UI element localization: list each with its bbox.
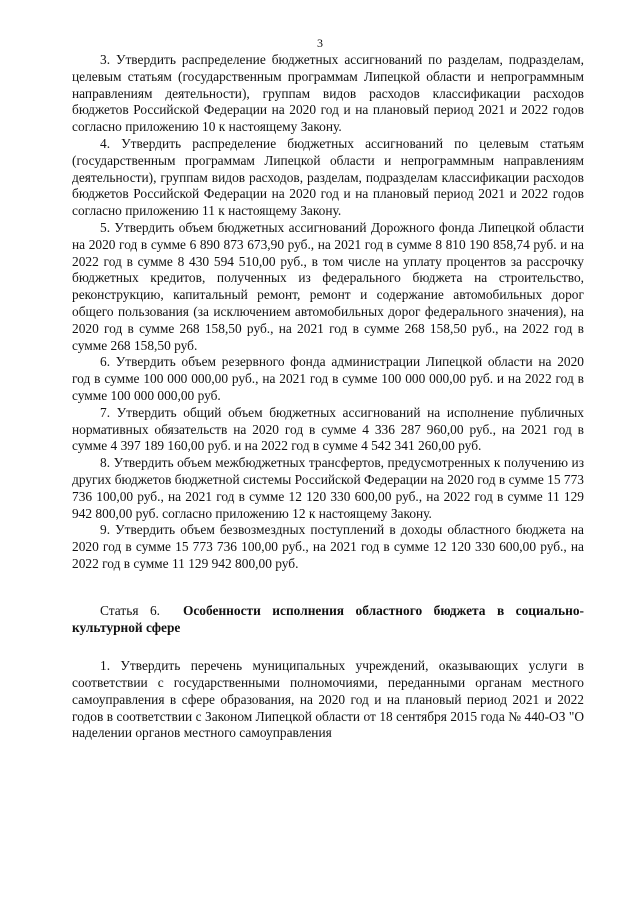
article-6-paragraph-1: 1. Утвердить перечень муниципальных учреждений, оказывающих услуги в соответствии с государственными полномочиями, переданными органам местного самоуправления в сфере образования, на 2020 год и на плановый период 2021 и 2022 годов в соответствии с Законом Липецкой области от 18 сентября 2015 года № 440-ОЗ "О наделении органов местного самоуправления — [72, 658, 584, 741]
article-heading — [72, 603, 584, 637]
article-label: Статья 6. — [100, 602, 160, 618]
article-title: Особенности исполнения областного бюджета в социально-культурной сфере — [72, 602, 584, 635]
paragraph-3: 3. Утвердить распределение бюджетных ассигнований по разделам, подразделам, целевым статьям (государственным программам Липецкой области и непрограммным направлениям деятельности), группам видов расходов классификации расходов бюджетов Российской Федерации на 2020 год и на плановый период 2021 и 2022 годов согласно приложению 10 к настоящему Закону. — [72, 52, 584, 135]
paragraph-4: 4. Утвердить распределение бюджетных ассигнований по целевым статьям (государственным программам Липецкой области и непрограммным направлениям деятельности), группам видов расходов, разделам, подразделам классификации расходов бюджетов Российской Федерации на 2020 год и на плановый период 2021 и 2022 годов согласно приложению 11 к настоящему Закону. — [72, 135, 584, 219]
page-number: 3 — [317, 36, 323, 50]
paragraph-6: 6. Утвердить объем резервного фонда администрации Липецкой области на 2020 год в сумме 100 000 000,00 руб., на 2021 год в сумме 100 000 000,00 руб. и на 2022 год в сумме 100 000 000,00 руб. — [72, 354, 584, 403]
paragraph-8: 8. Утвердить объем межбюджетных трансфертов, предусмотренных к получению из других бюджетов бюджетной системы Российской Федерации на 2020 год в сумме 15 773 736 100,00 руб., на 2021 год в сумме 12 120 330 600,00 руб., на 2022 год в сумме 11 129 942 800,00 руб. согласно приложению 12 к настоящему Закону. — [72, 455, 584, 521]
document-body — [72, 52, 584, 742]
paragraph-7: 7. Утвердить общий объем бюджетных ассигнований на исполнение публичных нормативных обязательств на 2020 год в сумме 4 336 287 960,00 руб., на 2021 год в сумме 4 397 189 160,00 руб. и на 2022 год в сумме 4 542 341 260,00 руб. — [72, 404, 584, 454]
paragraph-5: 5. Утвердить объем бюджетных ассигнований Дорожного фонда Липецкой области на 2020 год в сумме 6 890 873 673,90 руб., на 2021 год в сумме 8 810 190 858,74 руб. и на 2022 год в сумме 8 430 594 510,00 руб., в том числе на уплату процентов за рассрочку бюджетных кредитов, полученных из федерального бюджета на строительство, реконструкцию, капитальный ремонт, ремонт и содержание автомобильных дорог общего пользования (за исключением автомобильных дорог федерального значения), на 2020 год в сумме 268 158,50 руб., на 2021 год в сумме 268 158,50 руб., на 2022 год в сумме 268 158,50 руб. — [72, 219, 584, 353]
paragraph-9: 9. Утвердить объем безвозмездных поступлений в доходы областного бюджета на 2020 год в сумме 15 773 736 100,00 руб., на 2021 год в сумме 12 120 330 600,00 руб., на 2022 год в сумме 11 129 942 800,00 руб. — [72, 522, 584, 571]
